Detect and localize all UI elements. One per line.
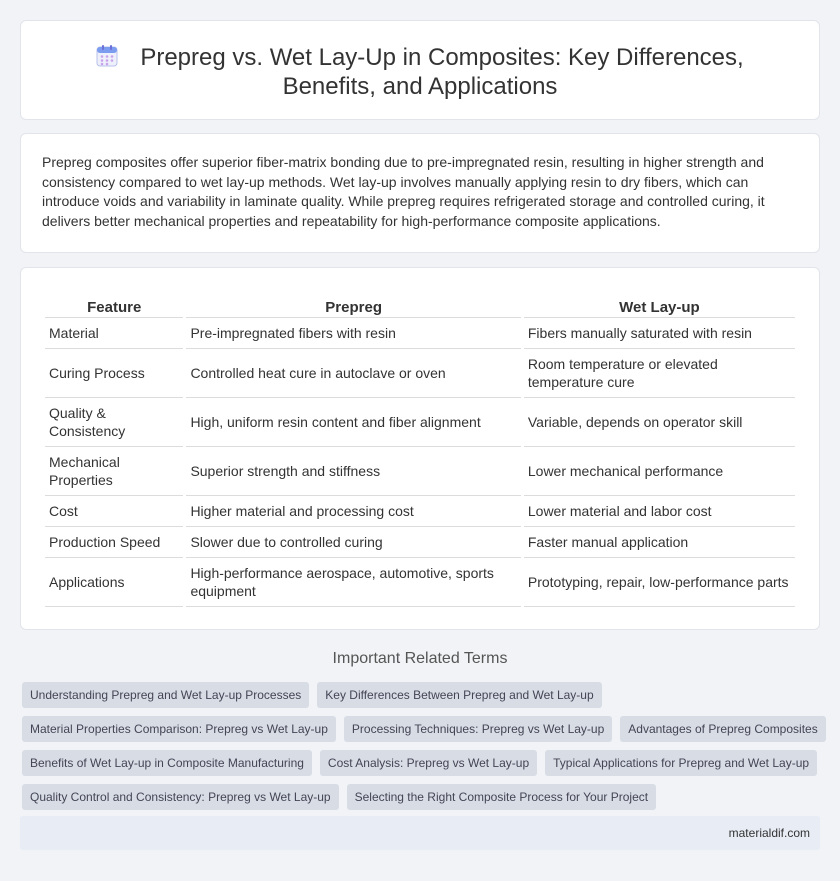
table-row: [45, 527, 795, 558]
related-term-tag[interactable]: Material Properties Comparison: Prepreg vs Wet Lay-up: [22, 716, 336, 742]
related-term-tag[interactable]: Typical Applications for Prepreg and Wet Lay-up: [545, 750, 817, 776]
page-title-wrap: [51, 43, 789, 101]
title-card: [20, 20, 820, 120]
table-cell: Prototyping, repair, low-performance parts: [524, 558, 795, 607]
table-cell: Curing Process: [45, 349, 183, 398]
table-row: [45, 496, 795, 527]
comparison-table-card: [20, 267, 820, 630]
table-cell: Room temperature or elevated temperature cure: [524, 349, 795, 398]
related-term-tag[interactable]: Quality Control and Consistency: Prepreg vs Wet Lay-up: [22, 784, 339, 810]
related-term-tag[interactable]: Benefits of Wet Lay-up in Composite Manufacturing: [22, 750, 312, 776]
footer-site[interactable]: materialdif.com: [728, 826, 810, 840]
related-term-tag[interactable]: Understanding Prepreg and Wet Lay-up Processes: [22, 682, 309, 708]
table-row: [45, 447, 795, 496]
table-cell: Lower mechanical performance: [524, 447, 795, 496]
table-cell: Faster manual application: [524, 527, 795, 558]
table-cell: Variable, depends on operator skill: [524, 398, 795, 447]
related-terms-list: [22, 682, 822, 818]
footer: [20, 816, 820, 850]
table-cell: Production Speed: [45, 527, 183, 558]
table-cell: Slower due to controlled curing: [186, 527, 520, 558]
intro-card: [20, 133, 820, 253]
table-row: [45, 398, 795, 447]
table-cell: High, uniform resin content and fiber alignment: [186, 398, 520, 447]
table-row: [45, 558, 795, 607]
table-cell: Material: [45, 318, 183, 349]
table-cell: Quality & Consistency: [45, 398, 183, 447]
table-cell: Controlled heat cure in autoclave or oven: [186, 349, 520, 398]
comparison-table: [42, 294, 798, 607]
header-feature: Feature: [45, 294, 183, 318]
table-cell: High-performance aerospace, automotive, sports equipment: [186, 558, 520, 607]
table-header-row: [45, 294, 795, 318]
related-term-tag[interactable]: Advantages of Prepreg Composites: [620, 716, 825, 742]
table-cell: Fibers manually saturated with resin: [524, 318, 795, 349]
table-cell: Cost: [45, 496, 183, 527]
table-cell: Applications: [45, 558, 183, 607]
related-term-tag[interactable]: Processing Techniques: Prepreg vs Wet Lay-up: [344, 716, 612, 742]
table-cell: Mechanical Properties: [45, 447, 183, 496]
related-term-tag[interactable]: Key Differences Between Prepreg and Wet Lay-up: [317, 682, 601, 708]
table-cell: Pre-impregnated fibers with resin: [186, 318, 520, 349]
page-title: Prepreg vs. Wet Lay-Up in Composites: Key Differences, Benefits, and Applications: [140, 44, 744, 100]
table-row: [45, 349, 795, 398]
intro-paragraph: Prepreg composites offer superior fiber-matrix bonding due to pre-impregnated resin, resulting in higher strength and consistency compared to wet lay-up methods. Wet lay-up involves manually applying resin to dry fibers, which can introduce voids and variability in laminate quality. While prepreg requires refrigerated storage and controlled curing, it delivers better mechanical properties and repeatability for high-performance composite applications.: [42, 154, 765, 229]
related-term-tag[interactable]: Selecting the Right Composite Process for Your Project: [347, 784, 656, 810]
table-cell: Lower material and labor cost: [524, 496, 795, 527]
header-prepreg: Prepreg: [186, 294, 520, 318]
table-row: [45, 318, 795, 349]
table-cell: Higher material and processing cost: [186, 496, 520, 527]
table-cell: Superior strength and stiffness: [186, 447, 520, 496]
related-terms-title: Important Related Terms: [332, 650, 508, 667]
calendar-icon: [96, 44, 118, 68]
header-wet-layup: Wet Lay-up: [524, 294, 795, 318]
related-term-tag[interactable]: Cost Analysis: Prepreg vs Wet Lay-up: [320, 750, 537, 776]
